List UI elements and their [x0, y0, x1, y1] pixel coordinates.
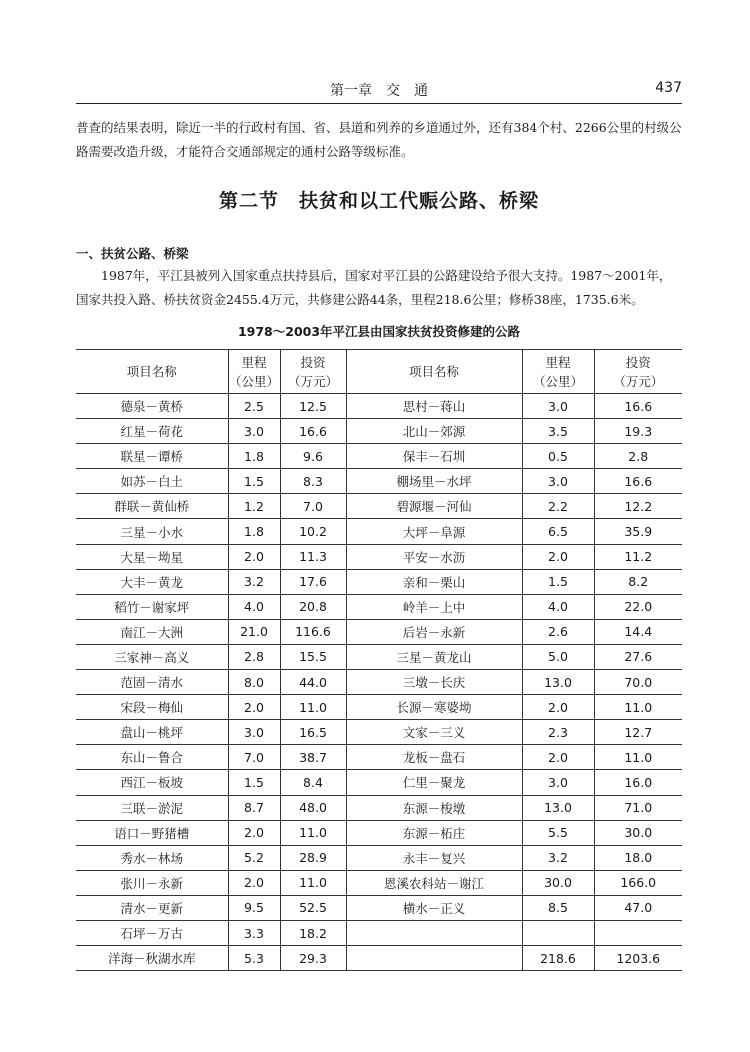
table-cell: 28.9 [280, 845, 346, 870]
road-investment-table [76, 349, 682, 971]
table-cell: 盘山－桃坪 [76, 720, 228, 745]
header-rule [76, 103, 682, 104]
table-cell: 清水－更新 [76, 895, 228, 920]
table-row [76, 670, 682, 695]
table-cell: 5.5 [522, 820, 594, 845]
table-cell: 2.3 [522, 720, 594, 745]
table-cell: 4.0 [522, 594, 594, 619]
table-cell: 恩溪农科站－谢江 [346, 870, 522, 895]
table-cell [594, 920, 682, 945]
table-cell: 大丰－黄龙 [76, 569, 228, 594]
table-cell: 2.0 [522, 695, 594, 720]
table-cell: 2.0 [522, 745, 594, 770]
table-cell: 13.0 [522, 670, 594, 695]
table-cell: 16.0 [594, 770, 682, 795]
table-cell: 10.2 [280, 519, 346, 544]
table-cell: 如苏－白土 [76, 469, 228, 494]
table-cell: 群联－黄仙桥 [76, 494, 228, 519]
table-cell: 1.2 [228, 494, 280, 519]
table-cell: 21.0 [228, 619, 280, 644]
table-cell: 三家神－高义 [76, 644, 228, 669]
table-cell: 8.7 [228, 795, 280, 820]
table-cell: 1.5 [228, 469, 280, 494]
table-cell: 30.0 [522, 870, 594, 895]
table-cell: 11.2 [594, 544, 682, 569]
table-cell: 北山－郊源 [346, 419, 522, 444]
table-cell [346, 920, 522, 945]
table-row [76, 946, 682, 971]
table-cell: 116.6 [280, 619, 346, 644]
table-cell: 红星－荷花 [76, 419, 228, 444]
table-row [76, 720, 682, 745]
table-row [76, 394, 682, 419]
table-cell: 16.6 [594, 394, 682, 419]
page-number: 437 [655, 80, 682, 96]
table-row [76, 870, 682, 895]
table-cell: 龙板－盘石 [346, 745, 522, 770]
table-cell: 44.0 [280, 670, 346, 695]
table-cell: 联星－谭桥 [76, 444, 228, 469]
table-cell: 11.3 [280, 544, 346, 569]
table-cell: 三星－小水 [76, 519, 228, 544]
table-cell [346, 946, 522, 971]
table-cell: 48.0 [280, 795, 346, 820]
column-header-line: （万元） [287, 373, 338, 389]
table-cell: 三星－黄龙山 [346, 644, 522, 669]
table-cell: 20.8 [280, 594, 346, 619]
column-header-line: 里程 [241, 354, 267, 370]
table-cell: 5.0 [522, 644, 594, 669]
table-cell: 8.5 [522, 895, 594, 920]
table-cell: 1.5 [522, 569, 594, 594]
table-row [76, 795, 682, 820]
table-cell: 西江－板坡 [76, 770, 228, 795]
table-cell: 长源－寒婆坳 [346, 695, 522, 720]
table-cell: 218.6 [522, 946, 594, 971]
table-row [76, 845, 682, 870]
table-cell: 岭羊－上中 [346, 594, 522, 619]
table-cell: 2.5 [228, 394, 280, 419]
table-cell: 8.0 [228, 670, 280, 695]
section-title: 第二节 扶贫和以工代赈公路、桥梁 [218, 190, 539, 212]
table-cell: 70.0 [594, 670, 682, 695]
table-cell: 9.6 [280, 444, 346, 469]
table-cell: 71.0 [594, 795, 682, 820]
table-cell: 29.3 [280, 946, 346, 971]
table-cell: 思村－蒋山 [346, 394, 522, 419]
table-row [76, 745, 682, 770]
table-header-row [76, 350, 682, 394]
table-cell: 1.8 [228, 444, 280, 469]
table-cell: 17.6 [280, 569, 346, 594]
table-cell: 秀水－林场 [76, 845, 228, 870]
table-cell: 1.5 [228, 770, 280, 795]
table-cell: 11.0 [280, 820, 346, 845]
table-row [76, 544, 682, 569]
table-cell: 范固－清水 [76, 670, 228, 695]
table-cell: 12.5 [280, 394, 346, 419]
table-cell: 35.9 [594, 519, 682, 544]
table-cell: 19.3 [594, 419, 682, 444]
table-cell: 三联－淤泥 [76, 795, 228, 820]
table-cell: 2.8 [594, 444, 682, 469]
column-header [280, 350, 346, 394]
table-cell: 12.2 [594, 494, 682, 519]
chapter-title: 第一章 交 通 [330, 83, 428, 99]
table-cell: 亲和－栗山 [346, 569, 522, 594]
table-cell: 东源－柘庄 [346, 820, 522, 845]
table-cell: 后岩－永新 [346, 619, 522, 644]
table-cell: 52.5 [280, 895, 346, 920]
table-cell: 14.4 [594, 619, 682, 644]
table-cell: 2.0 [228, 695, 280, 720]
table-cell: 2.0 [228, 870, 280, 895]
table-cell: 38.7 [280, 745, 346, 770]
table-cell: 德泉－黄桥 [76, 394, 228, 419]
table-cell: 27.6 [594, 644, 682, 669]
table-cell: 3.0 [522, 770, 594, 795]
table-row [76, 569, 682, 594]
table-cell: 2.2 [522, 494, 594, 519]
table-cell: 5.2 [228, 845, 280, 870]
table-cell: 16.6 [594, 469, 682, 494]
table-cell: 东山－鲁合 [76, 745, 228, 770]
table-cell: 8.4 [280, 770, 346, 795]
column-header: 项目名称 [346, 350, 522, 394]
column-header-line: （公里） [532, 373, 583, 389]
table-cell: 18.2 [280, 920, 346, 945]
table-cell: 8.2 [594, 569, 682, 594]
column-header [228, 350, 280, 394]
table-row [76, 494, 682, 519]
table-cell: 7.0 [280, 494, 346, 519]
table-cell: 2.0 [522, 544, 594, 569]
subsection-title: 一、扶贫公路、桥梁 [76, 246, 189, 261]
table-row [76, 619, 682, 644]
table-caption: 1978～2003年平江县由国家扶贫投资修建的公路 [237, 324, 521, 339]
table-cell: 7.0 [228, 745, 280, 770]
table-cell: 东源－梭墩 [346, 795, 522, 820]
table-cell: 平安－水沥 [346, 544, 522, 569]
table-cell: 横水－正义 [346, 895, 522, 920]
table-cell: 永丰－复兴 [346, 845, 522, 870]
table-cell: 11.0 [594, 745, 682, 770]
table-cell: 2.8 [228, 644, 280, 669]
table-cell: 30.0 [594, 820, 682, 845]
table-cell: 2.0 [228, 820, 280, 845]
table-cell: 仁里－聚龙 [346, 770, 522, 795]
column-header: 项目名称 [76, 350, 228, 394]
table-cell: 大星－坳星 [76, 544, 228, 569]
table-cell: 3.3 [228, 920, 280, 945]
table-cell: 3.2 [522, 845, 594, 870]
table-cell: 18.0 [594, 845, 682, 870]
table-cell: 1203.6 [594, 946, 682, 971]
table-cell: 保丰－石圳 [346, 444, 522, 469]
table-cell: 棚场里－水坪 [346, 469, 522, 494]
table-cell: 47.0 [594, 895, 682, 920]
table-row [76, 920, 682, 945]
table-row [76, 770, 682, 795]
table-cell: 11.0 [280, 695, 346, 720]
table-cell: 12.7 [594, 720, 682, 745]
table-cell: 三墩－长庆 [346, 670, 522, 695]
table-row [76, 895, 682, 920]
table-cell: 1.8 [228, 519, 280, 544]
table-cell: 15.5 [280, 644, 346, 669]
table-cell: 6.5 [522, 519, 594, 544]
table-row [76, 594, 682, 619]
table-cell: 5.3 [228, 946, 280, 971]
table-cell: 石坪－万古 [76, 920, 228, 945]
table-cell: 16.5 [280, 720, 346, 745]
table-cell: 9.5 [228, 895, 280, 920]
table-cell: 11.0 [594, 695, 682, 720]
table-cell: 22.0 [594, 594, 682, 619]
table-cell: 3.5 [522, 419, 594, 444]
column-header-line: 投资 [625, 354, 651, 370]
table-row [76, 444, 682, 469]
column-header [594, 350, 682, 394]
table-row [76, 695, 682, 720]
table-cell: 稻竹－谢家坪 [76, 594, 228, 619]
table-cell: 16.6 [280, 419, 346, 444]
table-cell: 2.0 [228, 544, 280, 569]
table-cell: 南江－大洲 [76, 619, 228, 644]
column-header-line: 投资 [300, 354, 326, 370]
table-cell: 11.0 [280, 870, 346, 895]
running-header [76, 78, 682, 102]
table-cell: 大坪－阜源 [346, 519, 522, 544]
table-cell: 语口－野猪槽 [76, 820, 228, 845]
table-cell: 3.0 [228, 419, 280, 444]
table-cell: 166.0 [594, 870, 682, 895]
table-cell: 文家－三义 [346, 720, 522, 745]
table-row [76, 519, 682, 544]
intro-paragraph: 普查的结果表明，除近一半的行政村有国、省、县道和列养的乡道通过外，还有384个村、2266公里的村级公路需要改造升级，才能符合交通部规定的通村公路等级标准。 [76, 120, 682, 159]
table-cell: 0.5 [522, 444, 594, 469]
table-cell [522, 920, 594, 945]
column-header-line: （万元） [613, 373, 664, 389]
table-cell: 洋海－秋湖水库 [76, 946, 228, 971]
column-header [522, 350, 594, 394]
table-row [76, 419, 682, 444]
body-paragraph: 1987年，平江县被列入国家重点扶持县后，国家对平江县的公路建设给予很大支持。1987～2001年，国家共投入路、桥扶贫资金2455.4万元，共修建公路44条，里程218.6公里；修桥38座，1735.6米。 [76, 268, 672, 307]
table-cell: 8.3 [280, 469, 346, 494]
column-header-line: 里程 [545, 354, 571, 370]
table-cell: 13.0 [522, 795, 594, 820]
table-cell: 宋段－梅仙 [76, 695, 228, 720]
table-row [76, 644, 682, 669]
column-header-line: （公里） [228, 373, 279, 389]
table-cell: 3.0 [522, 394, 594, 419]
table-cell: 3.2 [228, 569, 280, 594]
table-cell: 碧源堰－河仙 [346, 494, 522, 519]
table-cell: 2.6 [522, 619, 594, 644]
table-cell: 3.0 [522, 469, 594, 494]
table-cell: 4.0 [228, 594, 280, 619]
table-row [76, 820, 682, 845]
table-row [76, 469, 682, 494]
table-cell: 张川－永新 [76, 870, 228, 895]
table-cell: 3.0 [228, 720, 280, 745]
